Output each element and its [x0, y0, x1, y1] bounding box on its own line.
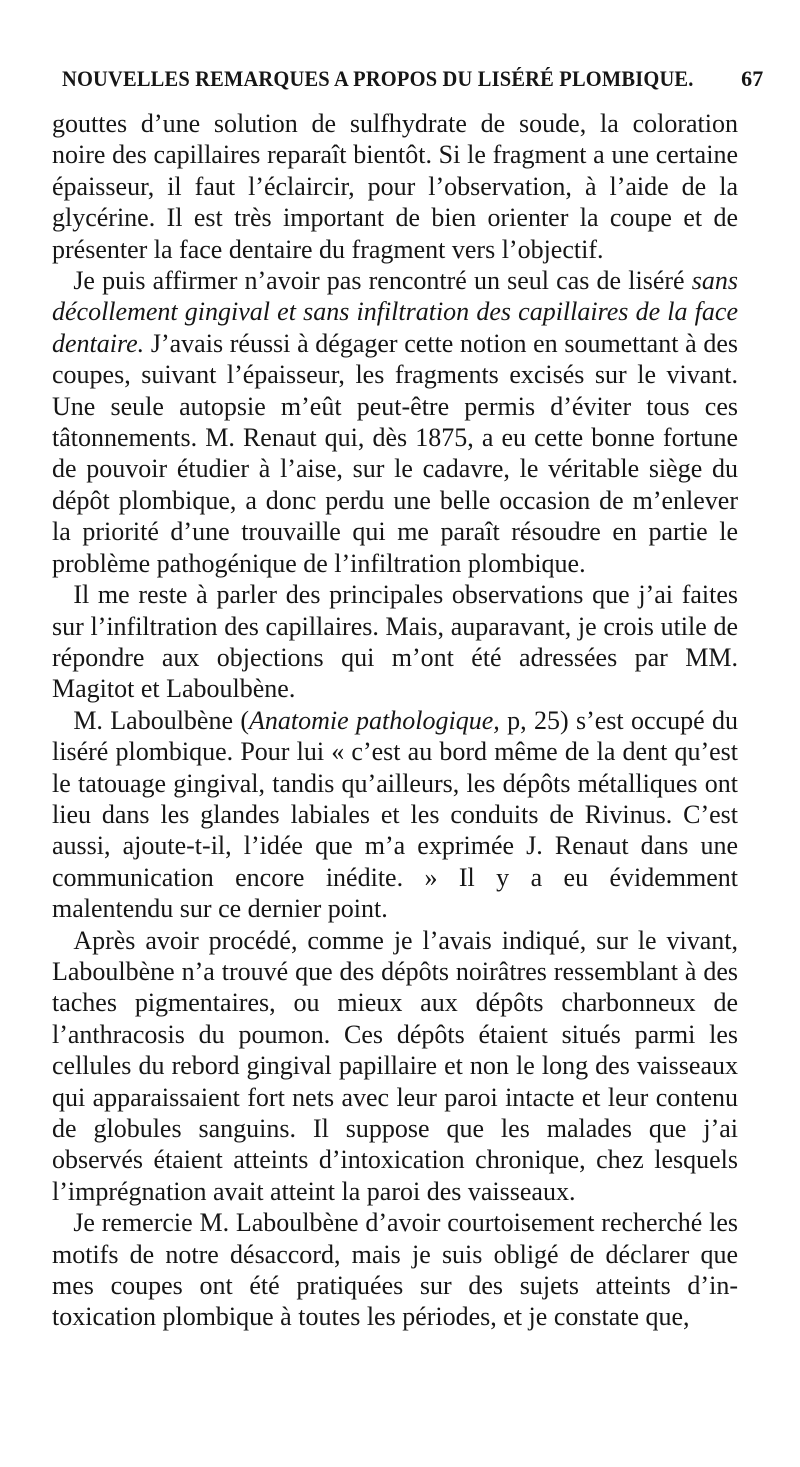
text-run: Je puis affirmer n’avoir pas rencontré un seul cas de liséré	[73, 266, 692, 296]
text-run: p, 25) s’est occupé du liséré plombique. Pour lui « c’est au bord même de la dent qu’est le tatouage gingival, tandis qu’ailleurs, les dépôts métalliques ont lieu dans les glandes labiales et les conduits de Rivinus. C’est aussi, ajoute-t-il, l’idée que m’a exprimée J. Renaut dans une communication encore inédite. » Il y a eu évidemment malentendu sur ce dernier point.	[52, 705, 738, 924]
paragraph	[52, 1207, 738, 1333]
paragraph	[52, 579, 738, 705]
paragraph	[52, 265, 738, 579]
running-header	[62, 62, 764, 96]
running-title: NOUVELLES REMARQUES A PROPOS DU LISÉRÉ PLOMBIQUE.	[62, 66, 694, 91]
body-text	[52, 108, 738, 1333]
text-run: Je remercie M. Laboulbène d’avoir courtoisement recherché les motifs de notre désaccord, mais je suis obligé de déclarer que mes coupes ont été pratiquées sur des sujets atteints d’intoxication plombique à toutes les périodes, et je constate que,	[52, 1208, 738, 1332]
text-run: J’avais réussi à dégager cette notion en soumettant à des coupes, suivant l’épaisseur, les fragments excisés sur le vivant. Une seule autopsie m’eût peut-être permis d’éviter tous ces tâtonnements. M. Renaut qui, dès 1875, a eu cette bonne fortune de pouvoir étudier à l’aise, sur le cadavre, le véritable siège du dépôt plombique, a donc perdu une belle occasion de m’enlever la priorité d’une trouvaille qui me paraît résoudre en partie le problème pathogénique de l’infiltration plombique.	[52, 328, 738, 578]
italic-phrase: sans décollement gingival et sans infiltration des capillaires de la face dentaire.	[52, 266, 738, 358]
paragraph	[52, 705, 738, 925]
paragraph	[52, 108, 738, 265]
text-run: gouttes d’une solution de sulfhydrate de soude, la coloration noire des capillaires reparaît bientôt. Si le fragment a une certaine épaisseur, il faut l’éclaircir, pour l’observation, à l’aide de la glycérine. Il est très important de bien orienter la coupe et de présenter la face dentaire du fragment vers l’objectif.	[52, 109, 738, 264]
text-run: Après avoir procédé, comme je l’avais indiqué, sur le vivant, Laboulbène n’a trouvé que des dépôts noirâtres ressemblant à des taches pigmentaires, ou mieux aux dépôts charbonneux de l’anthracosis du poumon. Ces dépôts étaient situés parmi les cellules du rebord gingival papillaire et non le long des vaisseaux qui apparaissaient fort nets avec leur paroi intacte et leur contenu de globules sanguins. Il suppose que les malades que j’ai observés étaient atteints d’intoxication chronique, chez lesquels l’imprégnation avait atteint la paroi des vaisseaux.	[52, 925, 738, 1206]
text-run: M. Laboulbène (	[73, 705, 250, 735]
text-run: Il me reste à parler des principales observations que j’ai faites sur l’infiltration des capillaires. Mais, auparavant, je crois utile de répondre aux objections qui m’ont été adressées par MM. Magitot et Laboulbène.	[52, 580, 738, 704]
paragraph	[52, 925, 738, 1208]
italic-reference: Anatomie pathologique,	[249, 705, 500, 735]
page-number: 67	[741, 66, 764, 91]
